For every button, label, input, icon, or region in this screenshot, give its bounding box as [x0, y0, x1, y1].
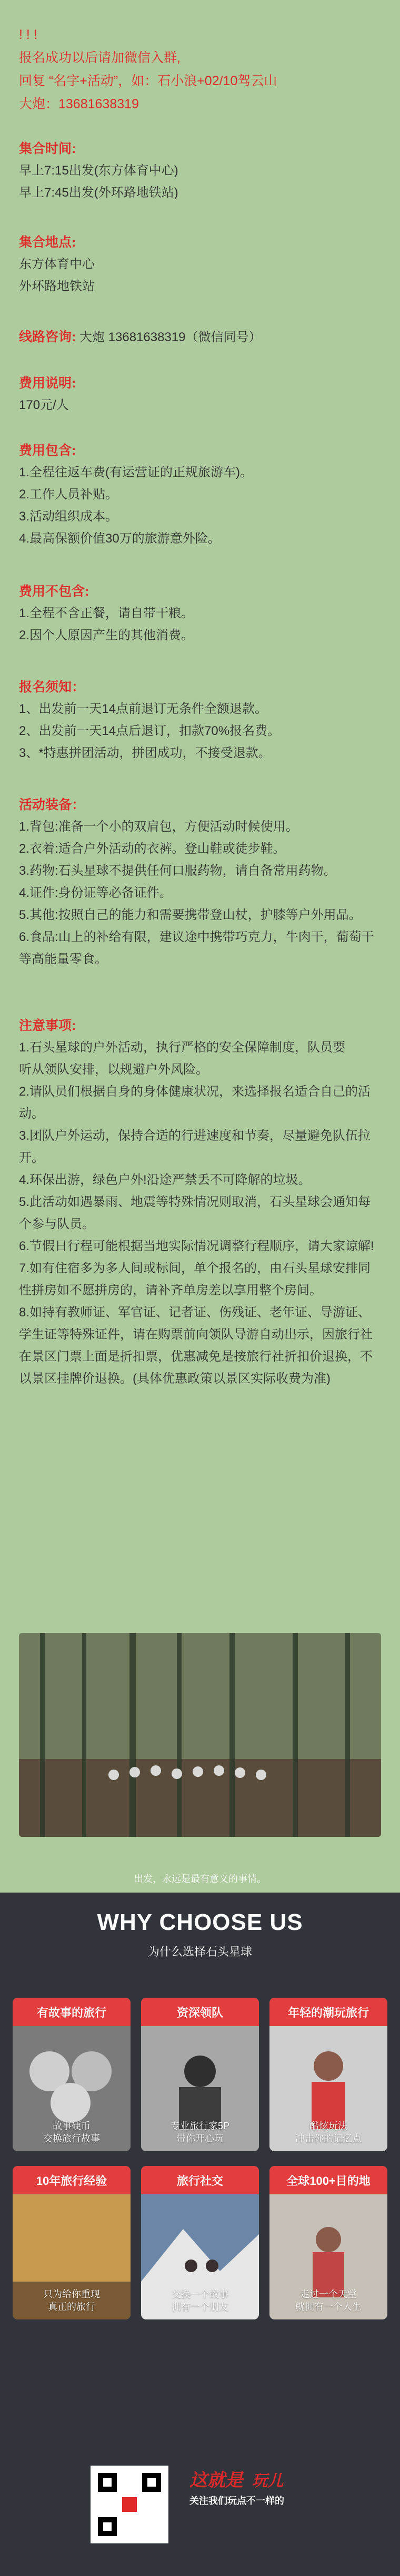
card-tag: 年轻的潮玩旅行 — [269, 1998, 387, 2026]
notes-title: 注意事项: — [19, 1018, 76, 1033]
excluded — [19, 580, 382, 647]
notes-item: 6.节假日行程可能根据当地实际情况调整行程顺序，请大家谅解! — [19, 1239, 374, 1253]
equip-item: 4.证件:身份证等必备证件。 — [19, 886, 172, 900]
fee-value: 170元/人 — [19, 398, 69, 412]
signup-item: 3、*特惠拼团活动，拼团成功，不接受退款。 — [19, 746, 271, 760]
card-caption: 故事硬币 交换旅行故事 — [43, 2121, 100, 2144]
card-social — [141, 2166, 259, 2319]
notes-item: 4.环保出游，绿色户外!沿途严禁丢不可降解的垃圾。 — [19, 1173, 311, 1187]
included-title: 费用包含: — [19, 443, 76, 458]
card-caption: 交换一个故事 拥有一个朋友 — [172, 2289, 228, 2312]
group-photo — [19, 1633, 381, 1837]
card-tag: 有故事的旅行 — [13, 1998, 131, 2026]
route-title: 线路咨询: — [19, 330, 76, 344]
card-exp — [13, 2166, 131, 2319]
notes-item: 1.石头星球的户外活动，执行严格的安全保障制度，队员要 — [19, 1040, 346, 1055]
notice-line: 回复 “名字+活动”，如：石小浪+02/10驾云山 — [19, 74, 277, 88]
included — [19, 439, 382, 550]
signup-title: 报名须知： — [19, 680, 85, 694]
equip-item: 2.衣着:适合户外活动的衣裤。登山鞋或徒步鞋。 — [19, 842, 286, 856]
excluded-item: 2.因个人原因产生的其他消费。 — [19, 628, 194, 642]
meet-time — [19, 138, 382, 204]
signup — [19, 676, 382, 764]
logo-text-1: 这就是 — [189, 2470, 243, 2490]
notes-item: 2.请队员们根据自身的身体健康状况，来选择报名适合自己的活动。 — [19, 1085, 371, 1121]
included-item: 4.最高保额价值30万的旅游意外险。 — [19, 531, 221, 546]
qr-icon — [94, 2469, 165, 2540]
equip-title: 活动装备： — [19, 798, 85, 812]
route-value: 大炮 13681638319（微信同号） — [79, 330, 262, 344]
card-tag: 旅行社交 — [141, 2166, 259, 2194]
signup-item: 1、出发前一天14点前退订无条件全额退款。 — [19, 702, 268, 716]
logo-text-2: 玩儿 — [252, 2472, 284, 2490]
meet-place-title: 集合地点: — [19, 235, 76, 250]
equip-item: 6.食品:山上的补给有限，建议途中携带巧克力，牛肉干，葡萄干等高能量零食。 — [19, 930, 374, 966]
equip-item: 5.其他:按照自己的能力和需要携带登山杖，护膝等户外用品。 — [19, 908, 362, 922]
included-item: 3.活动组织成本。 — [19, 509, 118, 524]
qr-code[interactable] — [91, 2466, 168, 2543]
included-item: 1.全程往返车费(有运营证的正规旅游车)。 — [19, 465, 253, 479]
why-subtitle: 为什么选择石头星球 — [147, 1945, 252, 1958]
included-item: 2.工作人员补贴。 — [19, 487, 118, 502]
signup-item: 2、出发前一天14点后退订，扣款70%报名费。 — [19, 724, 281, 738]
notes — [19, 1015, 382, 1390]
notes-item: 听从领队安排，以规避户外风险。 — [19, 1062, 208, 1077]
group-photo-image — [19, 1633, 381, 1837]
fee-title: 费用说明: — [19, 376, 76, 391]
route — [19, 326, 382, 349]
meet-place-item: 外环路地铁站 — [19, 279, 95, 293]
card-dest — [269, 2166, 387, 2319]
card-tag: 10年旅行经验 — [13, 2166, 131, 2194]
equip-item: 3.药物:石头星球不提供任何口服药物，请自备常用药物。 — [19, 864, 336, 878]
logo-subtitle: 关注我们玩点不一样的 — [189, 2496, 284, 2506]
card-caption: 走过一个天堂 就拥有一个人生 — [295, 2289, 362, 2312]
meet-time-item: 早上7:45出发(外环路地铁站) — [19, 186, 178, 200]
top-notice — [19, 23, 382, 116]
brand-logo — [189, 2466, 384, 2523]
notice-line: 报名成功以后请加微信入群, — [19, 50, 181, 65]
meet-time-item: 早上7:15出发(东方体育中心) — [19, 163, 178, 178]
why-title: WHY CHOOSE US — [97, 1909, 303, 1935]
excluded-item: 1.全程不含正餐，请自带干粮。 — [19, 606, 194, 620]
equip-item: 1.背包:准备一个小的双肩包，方便活动时候使用。 — [19, 820, 298, 834]
card-caption: 只为给你重现 真正的旅行 — [43, 2289, 100, 2312]
card-caption: 酷炫玩法 冲击你的记忆点 — [295, 2121, 362, 2144]
card-caption: 专业旅行家5P 带你开心玩 — [170, 2121, 230, 2144]
photo-caption: 出发，永远是最有意义的事情。 — [134, 1874, 266, 1884]
equip — [19, 794, 382, 970]
card-tag: 全球100+目的地 — [269, 2166, 387, 2194]
card-trend — [269, 1998, 387, 2151]
notes-item: 7.如有住宿多为多人间或标间，单个报名的，由石头星球安排同性拼房如不愿拼房的，请补齐单房差以享用整个房间。 — [19, 1261, 371, 1297]
meet-place-item: 东方体育中心 — [19, 257, 95, 271]
notes-item: 8.如持有教师证、军官证、记者证、伤残证、老年证、导游证、学生证等特殊证件，请在购票前向领队导游自动出示，因旅行社在景区门票上面是折扣票，优惠减免是按旅行社折扣价退换，不以景区挂牌价退换。(具体优惠政策以景区实际收费为准) — [19, 1305, 373, 1386]
excluded-title: 费用不包含: — [19, 584, 89, 599]
notice-line: ! ! ! — [19, 27, 37, 42]
card-story — [13, 1998, 131, 2151]
card-leader — [141, 1998, 259, 2151]
meet-place — [19, 231, 382, 298]
fee — [19, 372, 382, 416]
card-tag: 资深领队 — [141, 1998, 259, 2026]
notes-item: 5.此活动如遇暴雨、地震等特殊情况则取消，石头星球会通知每个参与队员。 — [19, 1195, 371, 1231]
notice-line: 大炮：13681638319 — [19, 97, 139, 111]
notes-item: 3.团队户外运动，保持合适的行进速度和节奏，尽量避免队伍拉开。 — [19, 1129, 371, 1165]
meet-time-title: 集合时间: — [19, 141, 76, 156]
